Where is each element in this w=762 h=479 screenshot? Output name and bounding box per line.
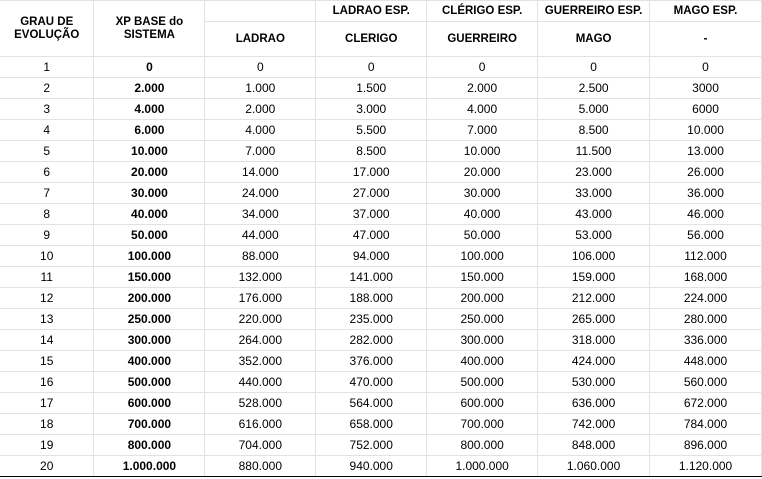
table-row (0, 372, 762, 393)
cell-xp-base: 300.000 (94, 330, 205, 351)
cell-clerigo: 235.000 (316, 309, 427, 330)
cell-clerigo: 8.500 (316, 141, 427, 162)
cell-guerreiro: 300.000 (427, 330, 538, 351)
cell-xp-base: 400.000 (94, 351, 205, 372)
cell-xp-base: 800.000 (94, 435, 205, 456)
cell-clerigo: 188.000 (316, 288, 427, 309)
cell-xp-base: 100.000 (94, 246, 205, 267)
cell-mago-esp: 36.000 (650, 183, 762, 204)
cell-clerigo: 752.000 (316, 435, 427, 456)
cell-ladrao: 440.000 (205, 372, 316, 393)
cell-mago: 106.000 (538, 246, 650, 267)
cell-mago: 0 (538, 57, 650, 78)
cell-ladrao: 0 (205, 57, 316, 78)
cell-guerreiro: 700.000 (427, 414, 538, 435)
cell-xp-base: 6.000 (94, 120, 205, 141)
cell-clerigo: 658.000 (316, 414, 427, 435)
cell-grade: 12 (0, 288, 94, 309)
cell-ladrao: 880.000 (205, 456, 316, 477)
cell-xp-base: 10.000 (94, 141, 205, 162)
cell-mago-esp: 10.000 (650, 120, 762, 141)
cell-grade: 8 (0, 204, 94, 225)
cell-grade: 5 (0, 141, 94, 162)
cell-grade: 15 (0, 351, 94, 372)
cell-ladrao: 616.000 (205, 414, 316, 435)
cell-mago-esp: 3000 (650, 78, 762, 99)
cell-mago-esp: 46.000 (650, 204, 762, 225)
cell-guerreiro: 200.000 (427, 288, 538, 309)
cell-guerreiro: 400.000 (427, 351, 538, 372)
header-top-mago: GUERREIRO ESP. (538, 1, 650, 22)
table-row (0, 99, 762, 120)
cell-guerreiro: 7.000 (427, 120, 538, 141)
cell-mago-esp: 1.120.000 (650, 456, 762, 477)
cell-guerreiro: 40.000 (427, 204, 538, 225)
cell-mago-esp: 112.000 (650, 246, 762, 267)
cell-grade: 20 (0, 456, 94, 477)
cell-ladrao: 352.000 (205, 351, 316, 372)
cell-mago-esp: 168.000 (650, 267, 762, 288)
cell-guerreiro: 500.000 (427, 372, 538, 393)
cell-ladrao: 528.000 (205, 393, 316, 414)
cell-grade: 6 (0, 162, 94, 183)
table-row (0, 435, 762, 456)
cell-ladrao: 2.000 (205, 99, 316, 120)
cell-clerigo: 1.500 (316, 78, 427, 99)
cell-xp-base: 30.000 (94, 183, 205, 204)
header-row-top (0, 1, 762, 22)
cell-xp-base: 150.000 (94, 267, 205, 288)
cell-mago: 53.000 (538, 225, 650, 246)
header-top-ladrao (205, 1, 316, 22)
cell-mago: 23.000 (538, 162, 650, 183)
cell-ladrao: 264.000 (205, 330, 316, 351)
cell-guerreiro: 0 (427, 57, 538, 78)
cell-clerigo: 564.000 (316, 393, 427, 414)
table-row (0, 267, 762, 288)
table-row (0, 456, 762, 477)
cell-guerreiro: 1.000.000 (427, 456, 538, 477)
cell-xp-base: 40.000 (94, 204, 205, 225)
header-mago-esp: - (650, 22, 762, 57)
table-row (0, 330, 762, 351)
cell-grade: 14 (0, 330, 94, 351)
cell-xp-base: 50.000 (94, 225, 205, 246)
cell-mago-esp: 224.000 (650, 288, 762, 309)
cell-mago: 848.000 (538, 435, 650, 456)
header-guerreiro: GUERREIRO (427, 22, 538, 57)
cell-mago-esp: 0 (650, 57, 762, 78)
cell-mago: 318.000 (538, 330, 650, 351)
cell-mago: 159.000 (538, 267, 650, 288)
cell-ladrao: 24.000 (205, 183, 316, 204)
cell-ladrao: 220.000 (205, 309, 316, 330)
table-row (0, 351, 762, 372)
cell-clerigo: 37.000 (316, 204, 427, 225)
cell-guerreiro: 600.000 (427, 393, 538, 414)
cell-clerigo: 17.000 (316, 162, 427, 183)
header-clerigo: CLERIGO (316, 22, 427, 57)
cell-xp-base: 1.000.000 (94, 456, 205, 477)
cell-mago: 5.000 (538, 99, 650, 120)
cell-clerigo: 141.000 (316, 267, 427, 288)
cell-xp-base: 20.000 (94, 162, 205, 183)
cell-xp-base: 500.000 (94, 372, 205, 393)
cell-grade: 19 (0, 435, 94, 456)
cell-mago-esp: 672.000 (650, 393, 762, 414)
cell-mago: 43.000 (538, 204, 650, 225)
cell-grade: 11 (0, 267, 94, 288)
cell-ladrao: 88.000 (205, 246, 316, 267)
table-row (0, 183, 762, 204)
cell-ladrao: 14.000 (205, 162, 316, 183)
cell-mago-esp: 896.000 (650, 435, 762, 456)
cell-grade: 10 (0, 246, 94, 267)
table-row (0, 120, 762, 141)
cell-guerreiro: 50.000 (427, 225, 538, 246)
cell-xp-base: 250.000 (94, 309, 205, 330)
cell-mago-esp: 560.000 (650, 372, 762, 393)
cell-mago-esp: 56.000 (650, 225, 762, 246)
cell-clerigo: 376.000 (316, 351, 427, 372)
cell-xp-base: 2.000 (94, 78, 205, 99)
cell-clerigo: 27.000 (316, 183, 427, 204)
cell-guerreiro: 20.000 (427, 162, 538, 183)
cell-ladrao: 7.000 (205, 141, 316, 162)
table-row (0, 162, 762, 183)
cell-guerreiro: 250.000 (427, 309, 538, 330)
table-row (0, 288, 762, 309)
cell-mago: 212.000 (538, 288, 650, 309)
cell-ladrao: 704.000 (205, 435, 316, 456)
cell-mago-esp: 26.000 (650, 162, 762, 183)
cell-clerigo: 940.000 (316, 456, 427, 477)
cell-ladrao: 176.000 (205, 288, 316, 309)
table-row (0, 414, 762, 435)
cell-xp-base: 4.000 (94, 99, 205, 120)
table-row (0, 393, 762, 414)
cell-ladrao: 1.000 (205, 78, 316, 99)
cell-mago: 33.000 (538, 183, 650, 204)
cell-grade: 18 (0, 414, 94, 435)
cell-mago-esp: 336.000 (650, 330, 762, 351)
table-row (0, 225, 762, 246)
cell-mago: 636.000 (538, 393, 650, 414)
cell-ladrao: 132.000 (205, 267, 316, 288)
header-xp-base: XP BASE do SISTEMA (94, 1, 205, 57)
cell-grade: 13 (0, 309, 94, 330)
cell-clerigo: 282.000 (316, 330, 427, 351)
table-row (0, 246, 762, 267)
cell-clerigo: 470.000 (316, 372, 427, 393)
cell-mago-esp: 6000 (650, 99, 762, 120)
cell-grade: 4 (0, 120, 94, 141)
cell-ladrao: 34.000 (205, 204, 316, 225)
cell-xp-base: 0 (94, 57, 205, 78)
cell-mago: 11.500 (538, 141, 650, 162)
header-ladrao: LADRAO (205, 22, 316, 57)
header-mago: MAGO (538, 22, 650, 57)
cell-mago-esp: 784.000 (650, 414, 762, 435)
cell-grade: 17 (0, 393, 94, 414)
cell-mago: 2.500 (538, 78, 650, 99)
cell-xp-base: 600.000 (94, 393, 205, 414)
xp-table-body (0, 1, 762, 477)
cell-mago: 530.000 (538, 372, 650, 393)
cell-ladrao: 44.000 (205, 225, 316, 246)
cell-grade: 2 (0, 78, 94, 99)
cell-clerigo: 94.000 (316, 246, 427, 267)
header-top-clerigo: LADRAO ESP. (316, 1, 427, 22)
cell-mago-esp: 280.000 (650, 309, 762, 330)
table-row (0, 78, 762, 99)
header-grade: GRAU DE EVOLUÇÃO (0, 1, 94, 57)
cell-clerigo: 5.500 (316, 120, 427, 141)
table-row (0, 309, 762, 330)
cell-mago: 8.500 (538, 120, 650, 141)
table-row (0, 204, 762, 225)
cell-guerreiro: 150.000 (427, 267, 538, 288)
cell-clerigo: 47.000 (316, 225, 427, 246)
cell-ladrao: 4.000 (205, 120, 316, 141)
cell-clerigo: 3.000 (316, 99, 427, 120)
cell-guerreiro: 100.000 (427, 246, 538, 267)
cell-clerigo: 0 (316, 57, 427, 78)
cell-grade: 16 (0, 372, 94, 393)
cell-guerreiro: 800.000 (427, 435, 538, 456)
cell-grade: 9 (0, 225, 94, 246)
header-top-guerreiro: CLÉRIGO ESP. (427, 1, 538, 22)
cell-mago: 265.000 (538, 309, 650, 330)
cell-mago: 424.000 (538, 351, 650, 372)
cell-guerreiro: 30.000 (427, 183, 538, 204)
cell-mago-esp: 448.000 (650, 351, 762, 372)
header-top-mago-esp: MAGO ESP. (650, 1, 762, 22)
cell-mago: 1.060.000 (538, 456, 650, 477)
table-row (0, 141, 762, 162)
cell-guerreiro: 4.000 (427, 99, 538, 120)
cell-xp-base: 200.000 (94, 288, 205, 309)
cell-grade: 3 (0, 99, 94, 120)
cell-guerreiro: 2.000 (427, 78, 538, 99)
table-row (0, 57, 762, 78)
cell-guerreiro: 10.000 (427, 141, 538, 162)
cell-grade: 7 (0, 183, 94, 204)
cell-mago: 742.000 (538, 414, 650, 435)
cell-xp-base: 700.000 (94, 414, 205, 435)
cell-mago-esp: 13.000 (650, 141, 762, 162)
cell-grade: 1 (0, 57, 94, 78)
